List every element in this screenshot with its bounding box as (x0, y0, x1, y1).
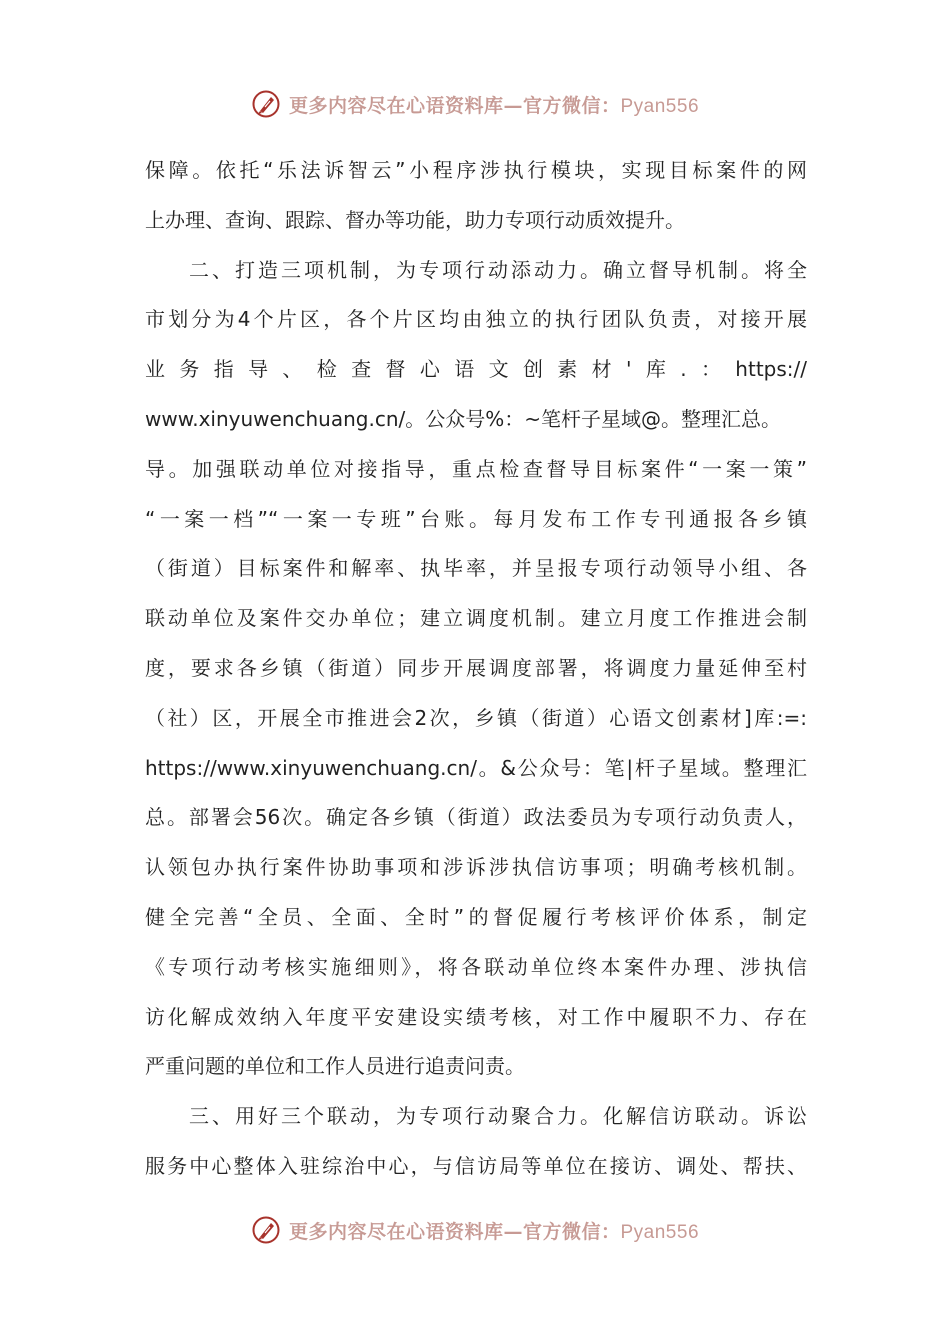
paragraph-line: 《专项行动考核实施细则》，将各联动单位终本案件办理、涉执信 (145, 954, 807, 979)
paragraph-line: “一案一档”“一案一专班”台账。每月发布工作专刊通报各乡镇 (145, 506, 807, 531)
header-banner-separator: — (503, 94, 523, 117)
paragraph-line: （社）区，开展全市推进会2次，乡镇（街道）心语文创素材]库:=: (145, 705, 807, 730)
paragraph-line: 导。加强联动单位对接指导，重点检查督导目标案件“一案一策” (145, 456, 807, 481)
paragraph-line: 联动单位及案件交办单位；建立调度机制。建立月度工作推进会制 (145, 606, 807, 631)
paragraph-line: 市划分为4个片区，各个片区均由独立的执行团队负责，对接开展 (145, 307, 807, 332)
footer-banner (0, 1210, 950, 1250)
paragraph-line: https://www.xinyuwenchuang.cn/。&公众号：笔|杆子星域。整理汇 (145, 755, 807, 780)
paragraph-line: 二、打造三项机制，为专项行动添动力。确立督导机制。将全 (189, 257, 807, 282)
pen-nib-logo-icon (251, 89, 281, 119)
footer-banner-title: 更多内容尽在心语资料库 (288, 1220, 504, 1243)
paragraph-line: 严重问题的单位和工作人员进行追责问责。 (145, 1054, 525, 1079)
footer-banner-separator: — (503, 1220, 523, 1243)
header-banner-wechat-id: Pyan556 (620, 95, 700, 117)
header-banner-suffix: 官方微信： (522, 94, 621, 117)
paragraph-line: 上办理、查询、跟踪、督办等功能，助力专项行动质效提升。 (145, 207, 685, 232)
paragraph-line: 服务中心整体入驻综治中心，与信访局等单位在接访、调处、帮扶、 (145, 1153, 807, 1178)
header-banner (0, 84, 950, 124)
paragraph-line: www.xinyuwenchuang.cn/。公众号%：~笔杆子星域@。整理汇总。 (145, 406, 782, 431)
pen-nib-logo-icon (251, 1215, 281, 1245)
paragraph-line: 认领包办执行案件协助事项和涉诉涉执信访事项；明确考核机制。 (145, 855, 807, 880)
document-body (145, 146, 807, 1192)
header-banner-title: 更多内容尽在心语资料库 (288, 94, 504, 117)
paragraph-line: 度，要求各乡镇（街道）同步开展调度部署，将调度力量延伸至村 (145, 655, 807, 680)
footer-banner-suffix: 官方微信： (522, 1220, 621, 1243)
paragraph-line: 总。部署会56次。确定各乡镇（街道）政法委员为专项行动负责人， (145, 805, 807, 830)
footer-banner-text (289, 1217, 699, 1244)
paragraph-line: （街道）目标案件和解率、执毕率，并呈报专项行动领导小组、各 (145, 556, 807, 581)
paragraph-line: 业务指导、检查督心语文创素材'库.：https:// (145, 357, 807, 382)
footer-banner-wechat-id: Pyan556 (620, 1221, 700, 1243)
paragraph-line: 访化解成效纳入年度平安建设实绩考核，对工作中履职不力、存在 (145, 1004, 807, 1029)
header-banner-text (289, 91, 699, 118)
paragraph-line: 保障。依托“乐法诉智云”小程序涉执行模块，实现目标案件的网 (145, 158, 807, 182)
paragraph-line: 三、用好三个联动，为专项行动聚合力。化解信访联动。诉讼 (189, 1104, 807, 1129)
paragraph-line: 健全完善“全员、全面、全时”的督促履行考核评价体系，制定 (145, 904, 807, 929)
